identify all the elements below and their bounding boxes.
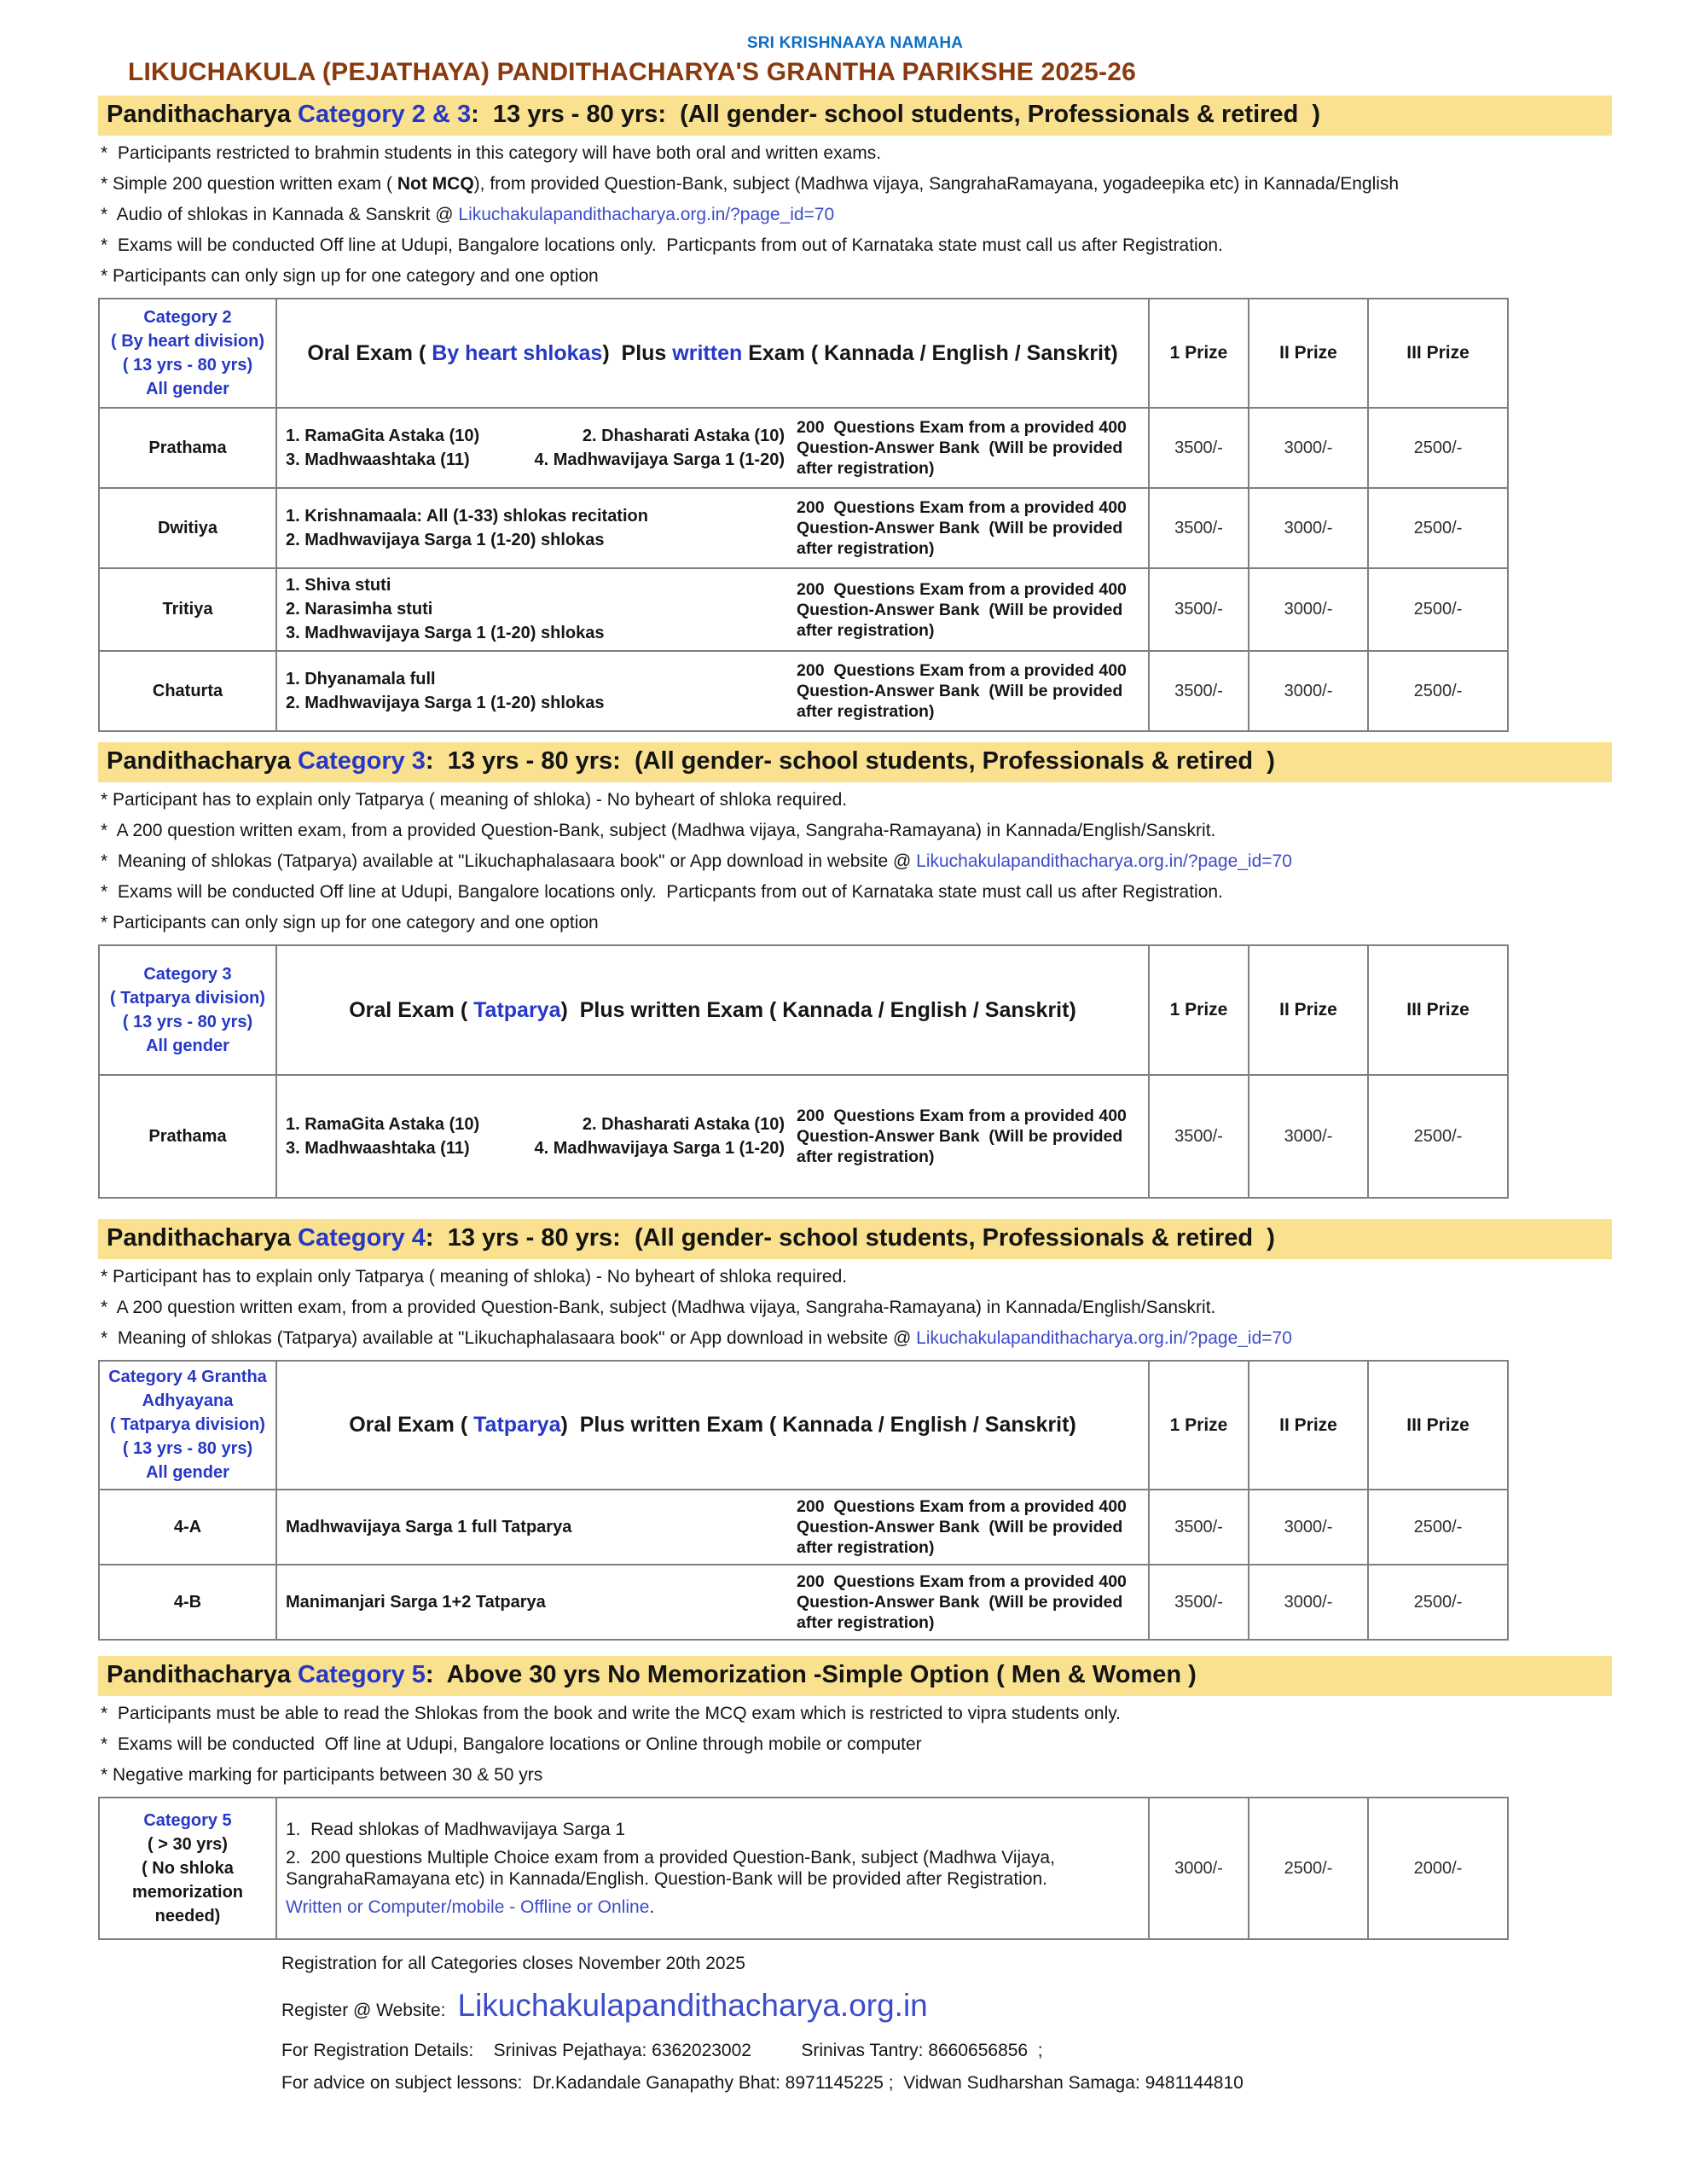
row-label: 4-A: [173, 1517, 202, 1536]
text-segment: Madhwavijaya Sarga 1 full Tatparya: [286, 1517, 572, 1536]
row-category-cell: [100, 1490, 275, 1564]
prize-cell: 3000/-: [1248, 652, 1367, 730]
text-segment: * Simple 200 question written exam (: [101, 174, 397, 194]
section-header-cat3: [98, 742, 1612, 782]
table-row: [100, 567, 1507, 650]
exam-note: 200 Questions Exam from a provided 400 Question-Answer Bank (Will be provided after registration): [797, 418, 1132, 478]
text-segment: Not MCQ: [397, 174, 474, 194]
section-cat4: [98, 1219, 1612, 1641]
text-segment: Category 5: [298, 1661, 426, 1688]
bullet-item: [101, 883, 1612, 902]
prize-cell: 3500/-: [1148, 569, 1248, 650]
prize-cell: 3000/-: [1248, 1076, 1367, 1197]
bullet-item: [101, 1766, 1612, 1785]
table-row: [100, 1798, 1507, 1938]
row-label: Tritiya: [162, 600, 213, 619]
text-segment: * Participants must be able to read the Shlokas from the book and write the MCQ exam which is restricted to vipra students only.: [101, 1704, 1122, 1723]
table-row: [100, 1074, 1507, 1197]
text-segment: All gender: [146, 379, 229, 398]
inline-link[interactable]: Likuchakulapandithacharya.org.in/?page_id=70: [916, 1328, 1292, 1348]
text-segment: ) Plus: [602, 340, 673, 365]
text-segment: 2. Madhwavijaya Sarga 1 (1-20) shlokas: [286, 693, 605, 712]
text-segment: 2. Narasimha stuti: [286, 600, 433, 619]
text-segment: 3. Madhwaashtaka (11): [286, 450, 470, 469]
section-header-cat23: [98, 96, 1612, 136]
text-segment: * Exams will be conducted Off line at Udupi, Bangalore locations only. Particpants from out of Karnataka state must call us after Registration.: [101, 882, 1223, 902]
text-segment: * Exams will be conducted Off line at Udupi, Bangalore locations only. Particpants from out of Karnataka state must call us after Registration.: [101, 235, 1223, 255]
prize-cell: 3000/-: [1248, 1490, 1367, 1564]
text-segment: Tatparya: [473, 1413, 561, 1437]
prize-header-cell: II Prize: [1248, 946, 1367, 1074]
prize-header-cell: 1 Prize: [1148, 946, 1248, 1074]
text-segment: 1. Krishnamaala: All (1-33) shlokas recitation: [286, 506, 648, 526]
exam-content-cell: [275, 1076, 1148, 1197]
text-segment: * Audio of shlokas in Kannada & Sanskrit @: [101, 205, 459, 224]
text-segment: 4. Madhwavijaya Sarga 1 (1-20): [534, 1138, 785, 1158]
exam-note: 200 Questions Exam from a provided 400 Question-Answer Bank (Will be provided after registration): [797, 498, 1132, 558]
bullet-item: [101, 1705, 1612, 1723]
text-segment: Oral Exam (: [349, 997, 474, 1022]
bullet-item: [101, 267, 1612, 286]
prize-header-cell: II Prize: [1248, 1362, 1367, 1489]
table-row: [100, 487, 1507, 567]
exam-header-cell: [275, 946, 1148, 1074]
table-row: [100, 407, 1507, 487]
text-segment: Oral Exam (: [307, 340, 432, 365]
table-row: [100, 650, 1507, 730]
category-header-cell: [100, 299, 275, 407]
category-header-cell: [100, 1362, 275, 1489]
section-cat5: [98, 1656, 1612, 1940]
text-segment: * Exams will be conducted Off line at Udupi, Bangalore locations or Online through mobile or computer: [101, 1734, 922, 1754]
row-label: Chaturta: [152, 681, 223, 700]
text-segment: * Negative marking for participants between 30 & 50 yrs: [101, 1765, 543, 1785]
prize-header-cell: 1 Prize: [1148, 299, 1248, 407]
registration-contacts: For Registration Details: Srinivas Pejathaya: 6362023002 Srinivas Tantry: 8660656856 ;: [281, 2041, 1043, 2060]
row-category-cell: [100, 489, 275, 567]
text-segment: 1. RamaGita Astaka (10): [286, 1114, 480, 1134]
row-label: 4-B: [173, 1592, 202, 1612]
bullet-item: [101, 1298, 1612, 1317]
text-segment: * Participant has to explain only Tatparya ( meaning of shloka) - No byheart of shloka required.: [101, 1267, 848, 1287]
text-segment: * A 200 question written exam, from a provided Question-Bank, subject (Madhwa vijaya, Sangraha-Ramayana) in Kannada/English/Sanskrit.: [101, 821, 1216, 840]
register-line: [281, 1988, 1612, 2024]
text-segment: Written or Computer/mobile - Offline or Online: [286, 1897, 650, 1917]
text-segment: 2. Dhasharati Astaka (10): [582, 1114, 785, 1134]
section-header-cat4: [98, 1219, 1612, 1259]
inline-link[interactable]: Likuchakulapandithacharya.org.in/?page_id=70: [458, 205, 835, 224]
prize-cell: 3500/-: [1148, 489, 1248, 567]
exam-content-cell: [275, 489, 1148, 567]
row-category-cell: [100, 1076, 275, 1197]
prize-cell: 3000/-: [1148, 1798, 1248, 1938]
bullet-list: [101, 1705, 1612, 1785]
text-segment: Category 2 & 3: [298, 101, 472, 128]
bullet-item: [101, 206, 1612, 224]
section-cat3: [98, 742, 1612, 1199]
text-segment: Category 3: [143, 964, 232, 984]
text-segment: : Above 30 yrs No Memorization -Simple Option ( Men & Women ): [425, 1661, 1197, 1688]
exam-note: 200 Questions Exam from a provided 400 Question-Answer Bank (Will be provided after registration): [797, 661, 1132, 721]
prize-cell: 3500/-: [1148, 1076, 1248, 1197]
invocation-text: SRI KRISHNAAYA NAMAHA: [746, 34, 964, 52]
text-segment: * Meaning of shlokas (Tatparya) available at "Likuchaphalasaara book" or App download in website @: [101, 1328, 917, 1348]
table-header-row: [100, 946, 1507, 1074]
bullet-list: [101, 1268, 1612, 1348]
exam-header-cell: [275, 1362, 1148, 1489]
bullet-list: [101, 144, 1612, 286]
row-category-cell: [100, 569, 275, 650]
bullet-item: [101, 144, 1612, 163]
text-segment: ( Tatparya division): [110, 1415, 265, 1434]
text-segment: 2. 200 questions Multiple Choice exam from a provided Question-Bank, subject (Madhwa Vijaya, SangrahaRamayana etc) in Kannada/English. Question-Bank will be provided after Registration.: [286, 1848, 1060, 1889]
bullet-item: [101, 236, 1612, 255]
text-segment: * Participants can only sign up for one category and one option: [101, 266, 599, 286]
text-segment: 1. RamaGita Astaka (10): [286, 426, 480, 445]
row-category-cell: [100, 1565, 275, 1639]
text-segment: 3. Madhwavijaya Sarga 1 (1-20) shlokas: [286, 624, 605, 642]
text-segment: ( Tatparya division): [110, 988, 265, 1008]
prize-cell: 3000/-: [1248, 1565, 1367, 1639]
text-segment: ), from provided Question-Bank, subject (Madhwa vijaya, SangrahaRamayana, yogadeepika etc) in Kannada/English: [473, 174, 1400, 194]
prize-cell: 2500/-: [1367, 569, 1507, 650]
text-segment: Tatparya: [473, 997, 561, 1022]
exam-header-cell: [275, 299, 1148, 407]
inline-link[interactable]: Likuchakulapandithacharya.org.in/?page_id=70: [916, 851, 1292, 871]
text-segment: Category 5: [143, 1810, 232, 1830]
category-header-cell: [100, 946, 275, 1074]
exam-note: 200 Questions Exam from a provided 400 Question-Answer Bank (Will be provided after registration): [797, 1572, 1132, 1632]
prize-cell: 2500/-: [1367, 489, 1507, 567]
text-segment: ( No shloka: [142, 1858, 234, 1878]
text-segment: Manimanjari Sarga 1+2 Tatparya: [286, 1592, 546, 1612]
text-segment: Oral Exam (: [349, 1413, 474, 1437]
text-segment: Category 4: [298, 1224, 426, 1252]
text-segment: Pandithacharya: [107, 1224, 299, 1252]
row-category-cell: [100, 409, 275, 487]
bullet-item: [101, 914, 1612, 932]
prize-header-cell: 1 Prize: [1148, 1362, 1248, 1489]
row-category-cell: [100, 1798, 275, 1938]
table-cat4: [98, 1360, 1509, 1641]
table-row: [100, 1489, 1507, 1564]
text-segment: written: [672, 340, 743, 365]
text-segment: memorization: [131, 1882, 244, 1902]
section-header-cat5: [98, 1656, 1612, 1696]
prize-cell: 2500/-: [1367, 1076, 1507, 1197]
row-label: Prathama: [148, 1126, 227, 1146]
advice-contacts: For advice on subject lessons: Dr.Kadandale Ganapathy Bhat: 8971145225 ; Vidwan Sudharshan Samaga: 9481144810: [281, 2073, 1244, 2093]
text-segment: ( 13 yrs - 80 yrs): [122, 1439, 253, 1458]
prize-cell: 3000/-: [1248, 569, 1367, 650]
text-segment: 4. Madhwavijaya Sarga 1 (1-20): [534, 450, 785, 469]
text-segment: needed): [154, 1906, 221, 1926]
exam-content-cell: [275, 1565, 1148, 1639]
text-segment: .: [649, 1897, 655, 1917]
text-segment: 3. Madhwaashtaka (11): [286, 1138, 470, 1158]
text-segment: ) Plus written Exam ( Kannada / English / Sanskrit): [560, 1413, 1076, 1437]
prize-cell: 3000/-: [1248, 489, 1367, 567]
table-cat5: [98, 1797, 1509, 1940]
text-segment: Category 3: [298, 747, 426, 775]
text-segment: Adhyayana: [142, 1391, 234, 1410]
footer: [281, 1954, 1612, 2094]
prize-cell: 2500/-: [1367, 1490, 1507, 1564]
prize-cell: 3500/-: [1148, 1565, 1248, 1639]
prize-cell: 3000/-: [1248, 409, 1367, 487]
table-cat3: [98, 944, 1509, 1199]
register-website-label: Register @ Website:: [281, 2001, 446, 2020]
text-segment: Category 2: [143, 307, 232, 327]
exam-note: 200 Questions Exam from a provided 400 Question-Answer Bank (Will be provided after registration): [797, 1497, 1132, 1557]
prize-cell: 2000/-: [1367, 1798, 1507, 1938]
bullet-item: [101, 822, 1612, 840]
exam-content-cell: [275, 652, 1148, 730]
bullet-item: [101, 791, 1612, 810]
text-segment: 2. Madhwavijaya Sarga 1 (1-20) shlokas: [286, 530, 605, 549]
text-segment: 1. Shiva stuti: [286, 576, 391, 595]
text-segment: Pandithacharya: [107, 1661, 299, 1688]
website-link[interactable]: Likuchakulapandithacharya.org.in: [457, 1988, 928, 2023]
text-segment: All gender: [146, 1036, 229, 1055]
text-segment: : 13 yrs - 80 yrs: (All gender- school students, Professionals & retired ): [425, 747, 1275, 775]
prize-header-cell: III Prize: [1367, 299, 1507, 407]
exam-note: 200 Questions Exam from a provided 400 Question-Answer Bank (Will be provided after registration): [797, 1107, 1132, 1166]
text-segment: * Meaning of shlokas (Tatparya) available at "Likuchaphalasaara book" or App download in website @: [101, 851, 917, 871]
text-segment: All gender: [146, 1463, 229, 1482]
prize-cell: 2500/-: [1367, 1565, 1507, 1639]
prize-header-cell: III Prize: [1367, 1362, 1507, 1489]
text-segment: Category 4 Grantha: [108, 1368, 267, 1386]
registration-deadline: Registration for all Categories closes November 20th 2025: [281, 1954, 745, 1973]
bullet-item: [101, 175, 1612, 194]
text-segment: ( By heart division): [110, 331, 265, 351]
text-segment: * A 200 question written exam, from a provided Question-Bank, subject (Madhwa vijaya, Sangraha-Ramayana) in Kannada/English/Sanskrit.: [101, 1298, 1216, 1317]
text-segment: * Participants restricted to brahmin students in this category will have both oral and written exams.: [101, 143, 882, 163]
text-segment: By heart shlokas: [432, 340, 603, 365]
text-segment: Pandithacharya: [107, 747, 299, 775]
text-segment: : 13 yrs - 80 yrs: (All gender- school students, Professionals & retired ): [425, 1224, 1275, 1252]
text-segment: * Participant has to explain only Tatparya ( meaning of shloka) - No byheart of shloka required.: [101, 790, 848, 810]
table-header-row: [100, 299, 1507, 407]
prize-cell: 3500/-: [1148, 1490, 1248, 1564]
text-segment: ( 13 yrs - 80 yrs): [122, 1012, 253, 1031]
row-category-cell: [100, 652, 275, 730]
text-segment: * Participants can only sign up for one category and one option: [101, 913, 599, 932]
row-label: Prathama: [148, 438, 227, 457]
table-row: [100, 1564, 1507, 1639]
table-cat23: [98, 298, 1509, 732]
bullet-item: [101, 1329, 1612, 1348]
text-segment: ( 13 yrs - 80 yrs): [122, 355, 253, 375]
prize-cell: 2500/-: [1248, 1798, 1367, 1938]
prize-cell: 3500/-: [1148, 652, 1248, 730]
page-title: LIKUCHAKULA (PEJATHAYA) PANDITHACHARYA'S GRANTHA PARIKSHE 2025-26: [128, 58, 1136, 86]
bullet-item: [101, 1735, 1612, 1754]
table-header-row: [100, 1362, 1507, 1489]
section-cat23: [98, 96, 1612, 732]
prize-cell: 3500/-: [1148, 409, 1248, 487]
prize-cell: 2500/-: [1367, 409, 1507, 487]
text-segment: 1. Dhyanamala full: [286, 669, 436, 688]
exam-content-cell: [275, 569, 1148, 650]
text-segment: : 13 yrs - 80 yrs: (All gender- school students, Professionals & retired ): [471, 101, 1321, 128]
exam-content-cell: [275, 1798, 1148, 1938]
text-segment: ( > 30 yrs): [148, 1834, 228, 1854]
text-segment: ) Plus written Exam ( Kannada / English / Sanskrit): [560, 997, 1076, 1022]
text-segment: 1. Read shlokas of Madhwavijaya Sarga 1: [286, 1820, 626, 1839]
row-label: Dwitiya: [157, 518, 218, 537]
prize-cell: 2500/-: [1367, 652, 1507, 730]
bullet-item: [101, 1268, 1612, 1287]
text-segment: Pandithacharya: [107, 101, 299, 128]
prize-header-cell: III Prize: [1367, 946, 1507, 1074]
sections-container: [98, 96, 1612, 1940]
exam-content-cell: [275, 1490, 1148, 1564]
text-segment: Exam ( Kannada / English / Sanskrit): [742, 340, 1118, 365]
exam-note: 200 Questions Exam from a provided 400 Question-Answer Bank (Will be provided after registration): [797, 579, 1132, 640]
bullet-list: [101, 791, 1612, 932]
prize-header-cell: II Prize: [1248, 299, 1367, 407]
exam-content-cell: [275, 409, 1148, 487]
text-segment: 2. Dhasharati Astaka (10): [582, 426, 785, 445]
bullet-item: [101, 852, 1612, 871]
